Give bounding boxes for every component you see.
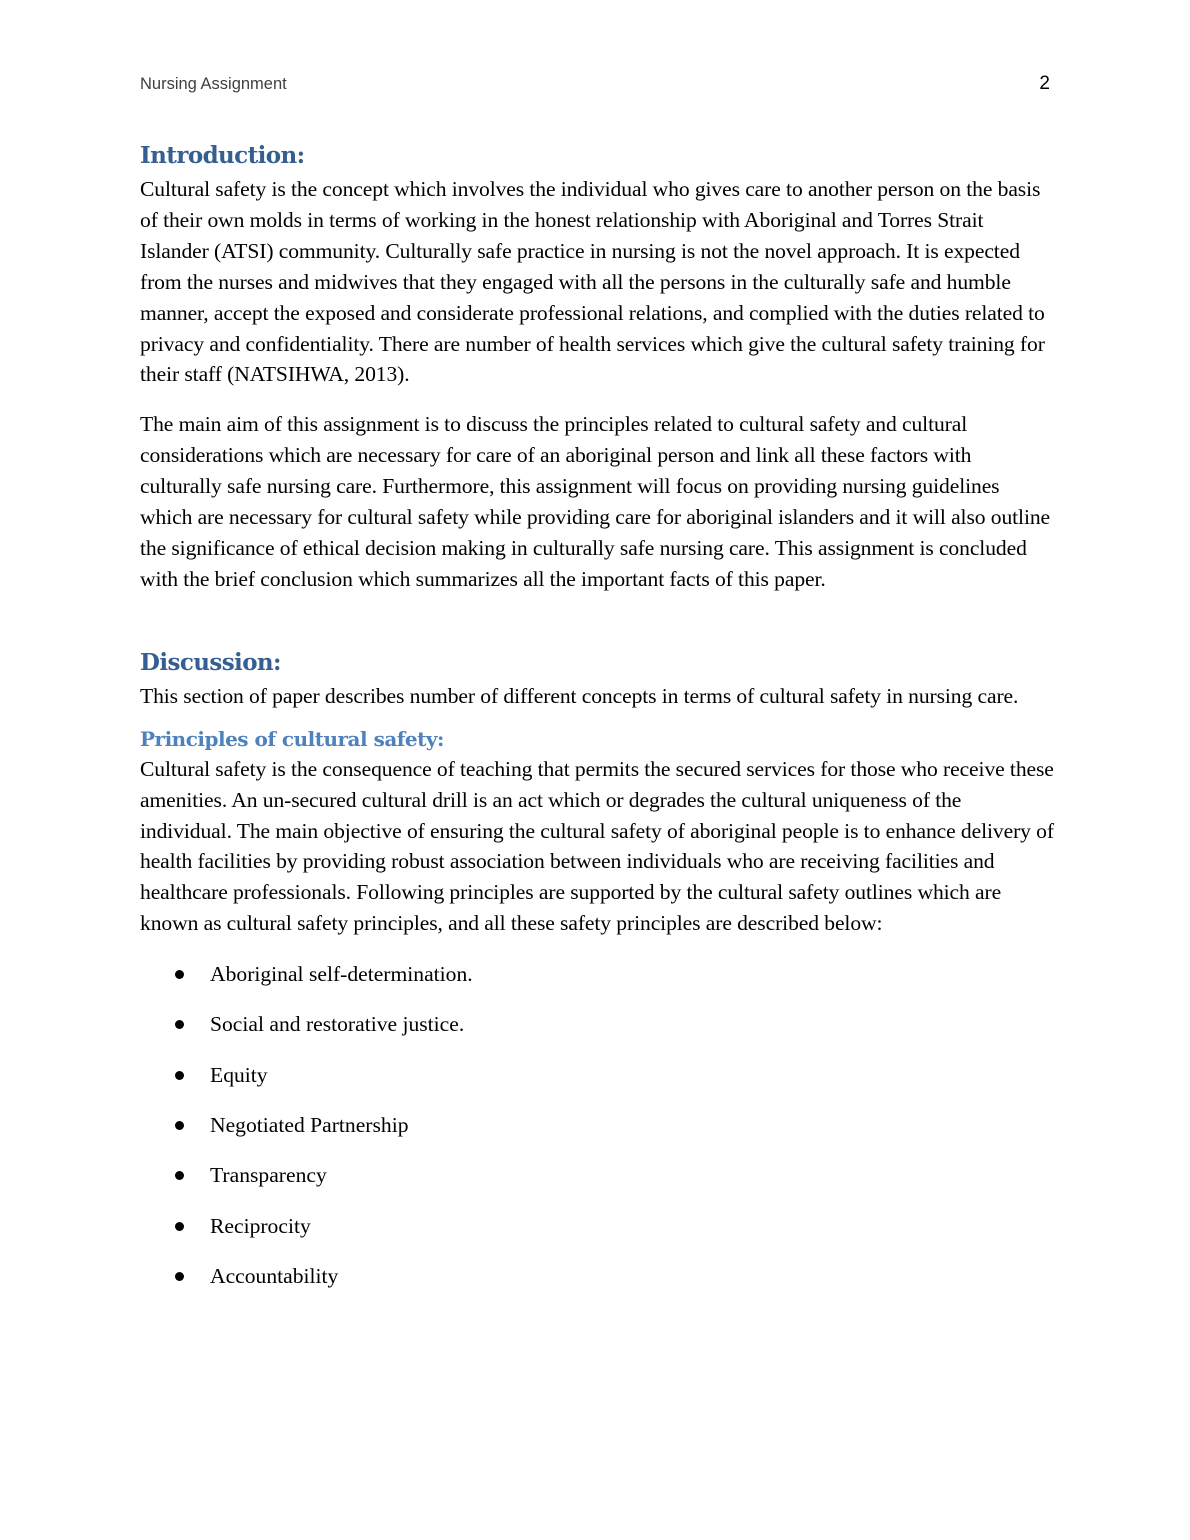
- list-item: [140, 1261, 1055, 1311]
- page-header: [140, 73, 1050, 95]
- list-item: [140, 959, 1055, 1009]
- bullet-icon: [175, 1121, 184, 1130]
- list-item-text: Aboriginal self-determination.: [210, 962, 473, 987]
- running-header-title: Nursing Assignment: [140, 75, 287, 93]
- page-number: 2: [1039, 73, 1050, 94]
- list-item: [140, 1211, 1055, 1261]
- bullet-icon: [175, 1222, 184, 1231]
- list-item: [140, 1009, 1055, 1059]
- principles-list: [140, 959, 1055, 1311]
- list-spacer: [140, 939, 1055, 959]
- list-item: [140, 1060, 1055, 1110]
- discussion-heading: Discussion:: [140, 648, 281, 676]
- section-spacer: [140, 595, 1055, 645]
- list-item: [140, 1160, 1055, 1210]
- list-item-text: Reciprocity: [210, 1213, 311, 1238]
- subsection-spacer: [140, 712, 1055, 724]
- paragraph-spacer: [140, 390, 1055, 409]
- list-item: [140, 1110, 1055, 1160]
- list-item-text: Accountability: [210, 1263, 339, 1288]
- list-item-text: Social and restorative justice.: [210, 1012, 465, 1037]
- introduction-heading: Introduction:: [140, 142, 305, 169]
- list-item-text: Negotiated Partnership: [210, 1113, 409, 1138]
- discussion-paragraph-1: This section of paper describes number of different concepts in terms of cultural safety in nursing care.: [140, 683, 1019, 708]
- bullet-icon: [175, 1272, 184, 1281]
- document-body: [140, 138, 1055, 1311]
- list-item-text: Transparency: [210, 1163, 327, 1188]
- principles-heading: Principles of cultural safety:: [140, 726, 444, 751]
- bullet-icon: [175, 970, 184, 979]
- bullet-icon: [175, 1020, 184, 1029]
- introduction-paragraph-1: Cultural safety is the concept which involves the individual who gives care to another person on the basis of their own molds in terms of working in the honest relationship with Aboriginal and Torres Strait Islander (ATSI) community. Culturally safe practice in nursing is not the novel approach. It is expected from the nurses and midwives that they engaged with all the persons in the culturally safe and humble manner, accept the exposed and considerate professional relations, and complied with the duties related to privacy and confidentiality. There are number of health services which give the cultural safety training for their staff (NATSIHWA, 2013).: [140, 177, 1045, 387]
- introduction-paragraph-2: The main aim of this assignment is to discuss the principles related to cultural safety and cultural considerations which are necessary for care of an aboriginal person and link all these factors with culturally safe nursing care. Furthermore, this assignment will focus on providing nursing guidelines which are necessary for cultural safety while providing care for aboriginal islanders and it will also outline the significance of ethical decision making in culturally safe nursing care. This assignment is concluded with the brief conclusion which summarizes all the important facts of this paper.: [140, 412, 1051, 591]
- bullet-icon: [175, 1171, 184, 1180]
- list-item-text: Equity: [210, 1062, 268, 1087]
- bullet-icon: [175, 1071, 184, 1080]
- principles-paragraph-1: Cultural safety is the consequence of teaching that permits the secured services for those who receive these amenities. An un-secured cultural drill is an act which or degrades the cultural uniqueness of the individual. The main objective of ensuring the cultural safety of aboriginal people is to enhance delivery of health facilities by providing robust association between individuals who are receiving facilities and healthcare professionals. Following principles are supported by the cultural safety outlines which are known as cultural safety principles, and all these safety principles are described below:: [140, 756, 1054, 936]
